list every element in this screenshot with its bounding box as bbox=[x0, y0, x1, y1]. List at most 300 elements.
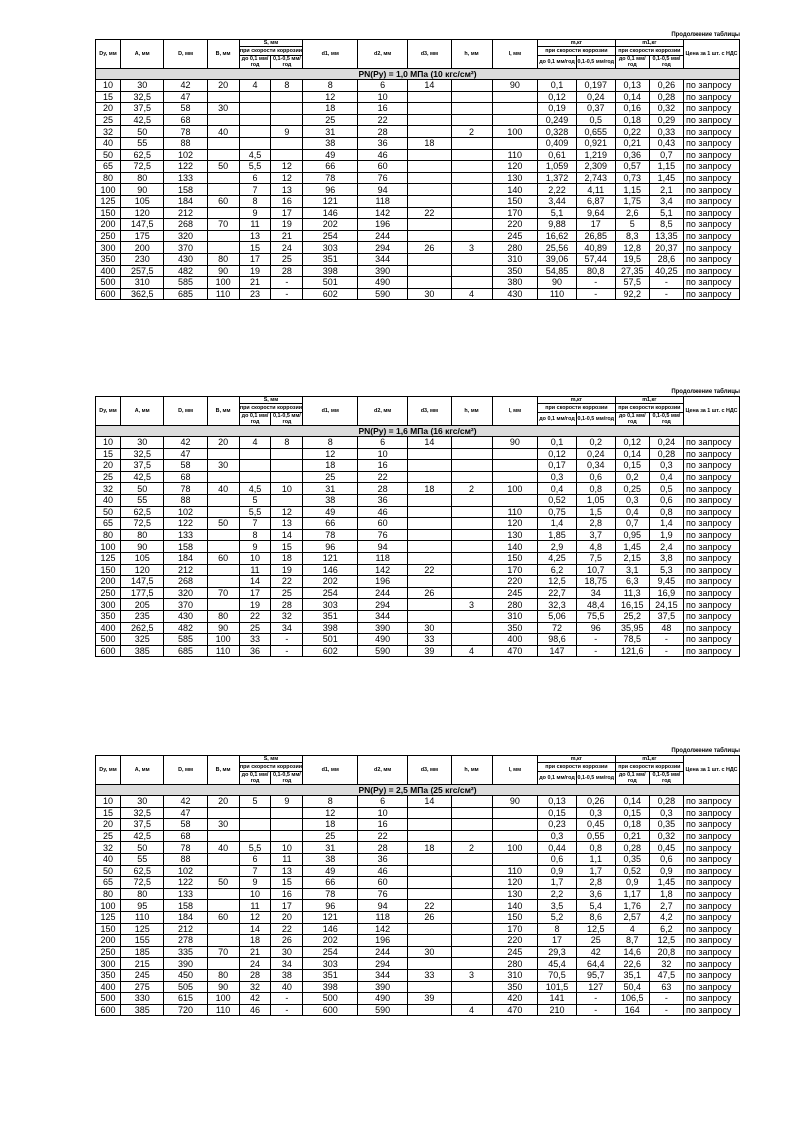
table-cell: 72,5 bbox=[121, 518, 164, 530]
table-cell bbox=[408, 830, 451, 842]
table-cell bbox=[451, 80, 492, 92]
table-cell: 0,22 bbox=[615, 126, 649, 138]
table-cell bbox=[207, 807, 239, 819]
table-cell: 0,23 bbox=[538, 819, 577, 831]
table-cell bbox=[492, 137, 538, 149]
table-cell: 66 bbox=[303, 518, 358, 530]
table-cell: 505 bbox=[164, 981, 207, 993]
table-cell: 2,8 bbox=[576, 518, 615, 530]
table-cell: 244 bbox=[358, 230, 408, 242]
table-row bbox=[96, 981, 740, 993]
continuation-label: Продолжение таблицы bbox=[671, 32, 740, 38]
table-cell bbox=[408, 230, 451, 242]
table-cell: 12,5 bbox=[576, 923, 615, 935]
table-cell: 184 bbox=[164, 195, 207, 207]
header-price: Цена за 1 шт. с НДС bbox=[684, 397, 740, 426]
table-cell: 0,52 bbox=[538, 494, 577, 506]
table-cell: по запросу bbox=[684, 265, 740, 277]
table-cell: 122 bbox=[164, 518, 207, 530]
table-cell: 28 bbox=[358, 483, 408, 495]
table-cell: 32,3 bbox=[538, 599, 577, 611]
header-d1: d1, мм bbox=[303, 756, 358, 785]
table-cell: 78 bbox=[303, 172, 358, 184]
table-cell bbox=[408, 460, 451, 472]
table-cell bbox=[207, 958, 239, 970]
table-cell: 37,5 bbox=[121, 460, 164, 472]
table-cell: 200 bbox=[96, 219, 121, 231]
table-cell: 8,6 bbox=[576, 911, 615, 923]
table-cell: 40,89 bbox=[576, 242, 615, 254]
table-cell: 66 bbox=[303, 161, 358, 173]
header-corrosion-m: при скорости коррозии bbox=[538, 404, 616, 413]
table-cell bbox=[239, 471, 271, 483]
table-cell bbox=[271, 471, 303, 483]
table-cell bbox=[408, 195, 451, 207]
table-cell: 7,5 bbox=[576, 552, 615, 564]
table-cell: 20,37 bbox=[649, 242, 683, 254]
table-cell: 36 bbox=[358, 853, 408, 865]
table-cell: 2,22 bbox=[538, 184, 577, 196]
table-cell bbox=[408, 599, 451, 611]
table-cell: 130 bbox=[492, 888, 538, 900]
table-cell: 0,9 bbox=[538, 865, 577, 877]
table-cell: 10 bbox=[358, 91, 408, 103]
table-cell: 142 bbox=[358, 564, 408, 576]
table-cell: 0,12 bbox=[615, 437, 649, 449]
table-cell bbox=[408, 184, 451, 196]
table-cell: 6 bbox=[239, 172, 271, 184]
table-cell: 14 bbox=[239, 576, 271, 588]
table-cell: 22 bbox=[358, 830, 408, 842]
table-cell: 1,45 bbox=[649, 172, 683, 184]
table-cell: 17 bbox=[576, 219, 615, 231]
table-cell: 100 bbox=[207, 634, 239, 646]
table-cell bbox=[408, 877, 451, 889]
table-cell: 33 bbox=[408, 634, 451, 646]
table-cell: 30 bbox=[121, 796, 164, 808]
table-cell: по запросу bbox=[684, 576, 740, 588]
table-cell: 78 bbox=[164, 842, 207, 854]
table-cell bbox=[408, 1004, 451, 1016]
table-cell: 10 bbox=[271, 842, 303, 854]
table-cell bbox=[408, 865, 451, 877]
table-cell: 80 bbox=[207, 969, 239, 981]
table-cell: 62,5 bbox=[121, 506, 164, 518]
table-cell: 0,18 bbox=[615, 819, 649, 831]
table-cell: 398 bbox=[303, 265, 358, 277]
table-cell: 80 bbox=[207, 610, 239, 622]
table-cell bbox=[451, 529, 492, 541]
table-cell: 2,4 bbox=[649, 541, 683, 553]
table-cell: по запросу bbox=[684, 842, 740, 854]
table-cell: 14 bbox=[239, 923, 271, 935]
table-cell: 1,372 bbox=[538, 172, 577, 184]
table-cell: 1,17 bbox=[615, 888, 649, 900]
table-row bbox=[96, 830, 740, 842]
table-cell: 42,5 bbox=[121, 471, 164, 483]
table-cell: 0,26 bbox=[649, 80, 683, 92]
table-cell: по запросу bbox=[684, 483, 740, 495]
pressure-title: PN(Py) = 1,0 МПа (10 кгс/см²) bbox=[96, 69, 740, 80]
table-cell: 4 bbox=[239, 80, 271, 92]
table-cell: 46 bbox=[239, 1004, 271, 1016]
table-cell: 6,3 bbox=[615, 576, 649, 588]
table-row bbox=[96, 471, 740, 483]
table-cell: 6,2 bbox=[538, 564, 577, 576]
header-upto: до 0,1 мм/год bbox=[615, 772, 649, 785]
table-cell bbox=[451, 460, 492, 472]
table-cell: 21 bbox=[239, 277, 271, 289]
table-cell: 398 bbox=[303, 622, 358, 634]
table-cell: 600 bbox=[96, 288, 121, 300]
table-cell bbox=[451, 564, 492, 576]
table-cell: 600 bbox=[96, 645, 121, 657]
table-cell: 47 bbox=[164, 807, 207, 819]
table-cell: 140 bbox=[492, 541, 538, 553]
header-price: Цена за 1 шт. с НДС bbox=[684, 40, 740, 69]
table-cell: 490 bbox=[358, 277, 408, 289]
table-cell: 1,75 bbox=[615, 195, 649, 207]
table-cell: 55 bbox=[121, 494, 164, 506]
table-cell bbox=[408, 172, 451, 184]
header-a: A, мм bbox=[121, 756, 164, 785]
table-cell: 0,4 bbox=[649, 471, 683, 483]
table-cell bbox=[451, 830, 492, 842]
table-cell bbox=[451, 114, 492, 126]
table-cell: 50 bbox=[121, 483, 164, 495]
table-row bbox=[96, 460, 740, 472]
table-cell bbox=[239, 91, 271, 103]
table-cell: 118 bbox=[358, 911, 408, 923]
table-cell: 26 bbox=[271, 935, 303, 947]
table-cell bbox=[451, 622, 492, 634]
table-cell: 0,15 bbox=[538, 807, 577, 819]
header-corrosion-s: при скорости коррозии bbox=[239, 48, 303, 54]
table-cell: 244 bbox=[358, 587, 408, 599]
table-cell: 14 bbox=[408, 796, 451, 808]
table-cell: 0,3 bbox=[538, 830, 577, 842]
table-cell bbox=[271, 91, 303, 103]
table-cell: 16 bbox=[271, 195, 303, 207]
table-cell: 90 bbox=[492, 437, 538, 449]
table-cell: 0,45 bbox=[649, 842, 683, 854]
table-cell: 245 bbox=[121, 969, 164, 981]
table-row bbox=[96, 1004, 740, 1016]
table-cell: 38 bbox=[303, 494, 358, 506]
table-cell: 720 bbox=[164, 1004, 207, 1016]
header-range: 0,1-0,5 мм/год bbox=[576, 413, 615, 426]
table-cell: 164 bbox=[615, 1004, 649, 1016]
table-cell: 17 bbox=[538, 935, 577, 947]
table-cell: 0,14 bbox=[615, 91, 649, 103]
header-m1: m1,кг bbox=[615, 756, 683, 763]
table-cell: 450 bbox=[164, 969, 207, 981]
table-cell: 155 bbox=[121, 935, 164, 947]
table-cell: 121,6 bbox=[615, 645, 649, 657]
table-cell: 400 bbox=[96, 622, 121, 634]
table-row bbox=[96, 622, 740, 634]
table-cell: 11 bbox=[239, 900, 271, 912]
table-cell: 10 bbox=[96, 796, 121, 808]
table-cell: 12 bbox=[303, 807, 358, 819]
table-cell: 90 bbox=[492, 80, 538, 92]
header-d2: d2, мм bbox=[358, 397, 408, 426]
table-row bbox=[96, 935, 740, 947]
table-cell bbox=[408, 219, 451, 231]
table-cell: 235 bbox=[121, 610, 164, 622]
table-cell bbox=[451, 207, 492, 219]
table-cell: 37,5 bbox=[649, 610, 683, 622]
table-cell: 110 bbox=[207, 645, 239, 657]
table-cell: 0,2 bbox=[576, 437, 615, 449]
table-row bbox=[96, 253, 740, 265]
table-cell: 0,9 bbox=[615, 877, 649, 889]
table-cell bbox=[492, 91, 538, 103]
table-cell: 8 bbox=[303, 437, 358, 449]
table-cell: 278 bbox=[164, 935, 207, 947]
table-cell: 28,6 bbox=[649, 253, 683, 265]
table-cell: 98,6 bbox=[538, 634, 577, 646]
table-cell: 254 bbox=[303, 587, 358, 599]
table-cell: 30 bbox=[408, 946, 451, 958]
header-d3: d3, мм bbox=[408, 397, 451, 426]
table-cell: 0,14 bbox=[615, 448, 649, 460]
table-cell: по запросу bbox=[684, 923, 740, 935]
table-cell: 110 bbox=[121, 911, 164, 923]
table-cell: 310 bbox=[121, 277, 164, 289]
table-cell: 0,249 bbox=[538, 114, 577, 126]
table-cell: 25 bbox=[303, 830, 358, 842]
table-cell: 58 bbox=[164, 103, 207, 115]
table-cell: 4,25 bbox=[538, 552, 577, 564]
table-row bbox=[96, 137, 740, 149]
table-cell: 5,4 bbox=[576, 900, 615, 912]
table-cell: 430 bbox=[164, 253, 207, 265]
table-cell: 23 bbox=[239, 288, 271, 300]
table-row bbox=[96, 552, 740, 564]
table-cell: 78 bbox=[164, 483, 207, 495]
table-cell: по запросу bbox=[684, 91, 740, 103]
table-cell: 30 bbox=[271, 946, 303, 958]
table-cell: 100 bbox=[96, 184, 121, 196]
table-cell: 482 bbox=[164, 265, 207, 277]
table-row bbox=[96, 634, 740, 646]
table-cell: 0,29 bbox=[649, 114, 683, 126]
table-cell: 64,4 bbox=[576, 958, 615, 970]
table-cell bbox=[451, 506, 492, 518]
table-cell bbox=[207, 91, 239, 103]
table-cell: 500 bbox=[96, 993, 121, 1005]
table-cell: 28 bbox=[358, 842, 408, 854]
table-cell: 150 bbox=[96, 564, 121, 576]
table-cell: 351 bbox=[303, 253, 358, 265]
table-cell: 72 bbox=[538, 622, 577, 634]
flange-table bbox=[95, 396, 740, 657]
table-cell: 0,3 bbox=[649, 460, 683, 472]
table-cell: - bbox=[649, 1004, 683, 1016]
table-cell bbox=[271, 807, 303, 819]
table-cell: 158 bbox=[164, 541, 207, 553]
table-cell: 130 bbox=[492, 172, 538, 184]
table-cell: 42 bbox=[239, 993, 271, 1005]
table-cell: 0,33 bbox=[649, 126, 683, 138]
table-cell bbox=[408, 103, 451, 115]
table-cell bbox=[207, 529, 239, 541]
table-cell: 390 bbox=[358, 622, 408, 634]
table-cell: 58 bbox=[164, 460, 207, 472]
header-d3: d3, мм bbox=[408, 40, 451, 69]
table-cell: 310 bbox=[492, 969, 538, 981]
table-row bbox=[96, 242, 740, 254]
table-cell: 78 bbox=[164, 126, 207, 138]
table-row bbox=[96, 288, 740, 300]
table-cell: 50 bbox=[121, 126, 164, 138]
table-cell: 26 bbox=[408, 242, 451, 254]
table-cell: 185 bbox=[121, 946, 164, 958]
table-cell: 3 bbox=[451, 242, 492, 254]
table-cell bbox=[207, 900, 239, 912]
table-cell bbox=[408, 923, 451, 935]
table-cell: 4,5 bbox=[239, 483, 271, 495]
table-cell: 13 bbox=[271, 518, 303, 530]
table-cell: 28 bbox=[239, 969, 271, 981]
header-m: m,кг bbox=[538, 756, 616, 763]
table-cell: 100 bbox=[492, 842, 538, 854]
header-corrosion-m1: при скорости коррозии bbox=[615, 47, 683, 56]
table-cell: 20 bbox=[96, 819, 121, 831]
table-cell: 25,56 bbox=[538, 242, 577, 254]
table-cell bbox=[451, 911, 492, 923]
table-row bbox=[96, 529, 740, 541]
table-cell: 50 bbox=[96, 149, 121, 161]
table-cell: 18 bbox=[239, 935, 271, 947]
table-cell: 3,4 bbox=[649, 195, 683, 207]
table-cell: 25 bbox=[239, 622, 271, 634]
table-cell: 46 bbox=[358, 149, 408, 161]
table-cell: 196 bbox=[358, 935, 408, 947]
table-cell: 600 bbox=[303, 1004, 358, 1016]
table-cell: 16,62 bbox=[538, 230, 577, 242]
table-cell: 280 bbox=[492, 242, 538, 254]
table-cell bbox=[408, 981, 451, 993]
table-cell: 0,15 bbox=[615, 807, 649, 819]
table-cell: 110 bbox=[492, 865, 538, 877]
table-cell: 4 bbox=[451, 1004, 492, 1016]
table-cell bbox=[207, 494, 239, 506]
table-cell: 585 bbox=[164, 634, 207, 646]
table-cell: 32 bbox=[96, 483, 121, 495]
table-cell: 25 bbox=[96, 114, 121, 126]
table-cell: 17 bbox=[239, 587, 271, 599]
table-cell: по запросу bbox=[684, 981, 740, 993]
table-cell: 0,328 bbox=[538, 126, 577, 138]
table-cell: 175 bbox=[121, 230, 164, 242]
table-cell: 0,8 bbox=[576, 842, 615, 854]
table-cell bbox=[451, 518, 492, 530]
table-cell: по запросу bbox=[684, 935, 740, 947]
table-row bbox=[96, 103, 740, 115]
table-cell: 13 bbox=[271, 184, 303, 196]
table-cell: 120 bbox=[492, 877, 538, 889]
table-cell: 30 bbox=[408, 288, 451, 300]
table-cell: - bbox=[649, 634, 683, 646]
table-cell: 590 bbox=[358, 288, 408, 300]
table-cell: 133 bbox=[164, 529, 207, 541]
table-cell: по запросу bbox=[684, 622, 740, 634]
header-range: 0,1-0,5 мм/год bbox=[271, 56, 303, 69]
table-cell bbox=[408, 819, 451, 831]
table-cell: 14,6 bbox=[615, 946, 649, 958]
header-range: 0,1-0,5 мм/год bbox=[649, 56, 683, 69]
header-corrosion-m: при скорости коррозии bbox=[538, 763, 616, 772]
table-cell: 590 bbox=[358, 645, 408, 657]
table-cell: 212 bbox=[164, 923, 207, 935]
table-cell: 70 bbox=[207, 219, 239, 231]
continuation-label: Продолжение таблицы bbox=[671, 389, 740, 395]
table-cell: 105 bbox=[121, 552, 164, 564]
table-cell: 90 bbox=[207, 981, 239, 993]
table-cell: 245 bbox=[492, 230, 538, 242]
table-cell: 146 bbox=[303, 923, 358, 935]
header-corrosion-m: при скорости коррозии bbox=[538, 47, 616, 56]
table-cell: 8 bbox=[271, 80, 303, 92]
table-cell: 6 bbox=[358, 437, 408, 449]
table-cell: 0,14 bbox=[615, 796, 649, 808]
table-cell: 90 bbox=[207, 622, 239, 634]
table-cell: 585 bbox=[164, 277, 207, 289]
table-cell bbox=[207, 207, 239, 219]
table-cell: 1,7 bbox=[538, 877, 577, 889]
header-h: h, мм bbox=[451, 40, 492, 69]
table-cell: 9,88 bbox=[538, 219, 577, 231]
header-upto: до 0,1 мм/год bbox=[239, 413, 271, 426]
table-cell: 0,12 bbox=[538, 448, 577, 460]
table-cell: 19 bbox=[271, 564, 303, 576]
table-cell bbox=[451, 796, 492, 808]
pressure-title: PN(Py) = 1,6 МПа (16 кгс/см²) bbox=[96, 426, 740, 437]
table-cell bbox=[451, 888, 492, 900]
table-cell: 344 bbox=[358, 969, 408, 981]
table-cell: 76 bbox=[358, 172, 408, 184]
table-cell: 500 bbox=[96, 277, 121, 289]
table-cell: 127 bbox=[576, 981, 615, 993]
header-s: S, мм bbox=[239, 756, 303, 763]
table-cell: 1,8 bbox=[649, 888, 683, 900]
table-cell bbox=[451, 161, 492, 173]
table-cell bbox=[207, 576, 239, 588]
table-cell: 46 bbox=[358, 865, 408, 877]
table-cell: 22 bbox=[408, 207, 451, 219]
table-cell: 184 bbox=[164, 911, 207, 923]
table-cell: 254 bbox=[303, 230, 358, 242]
header-range: 0,1-0,5 мм/год bbox=[576, 56, 615, 69]
table-cell: по запросу bbox=[684, 184, 740, 196]
table-row bbox=[96, 819, 740, 831]
header-upto: до 0,1 мм/год bbox=[239, 56, 271, 69]
table-row bbox=[96, 842, 740, 854]
table-cell: 72,5 bbox=[121, 877, 164, 889]
table-cell: 60 bbox=[207, 195, 239, 207]
table-cell: 40 bbox=[271, 981, 303, 993]
table-cell: по запросу bbox=[684, 448, 740, 460]
header-corrosion-m1: при скорости коррозии bbox=[615, 404, 683, 413]
table-cell: 303 bbox=[303, 958, 358, 970]
table-cell: 398 bbox=[303, 981, 358, 993]
table-cell: 147,5 bbox=[121, 219, 164, 231]
table-cell: 88 bbox=[164, 494, 207, 506]
table-cell bbox=[408, 114, 451, 126]
table-cell: 22 bbox=[271, 923, 303, 935]
